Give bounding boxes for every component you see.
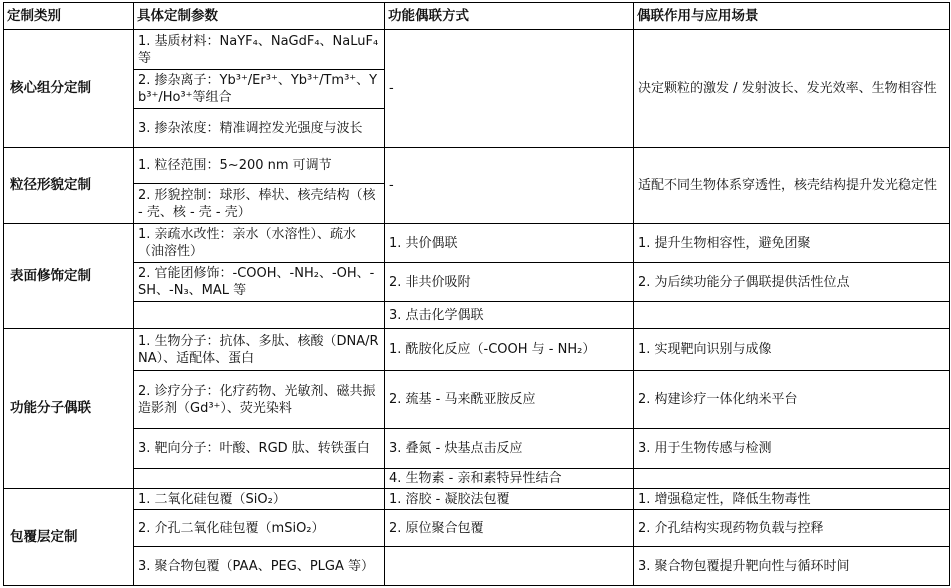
empty-cell [134,469,385,489]
table-row [4,371,950,429]
effect-cell: 2. 介孔结构实现药物负载与控释 [634,510,950,547]
param-cell: 3. 靶向分子：叶酸、RGD 肽、转铁蛋白 [134,429,385,469]
table-row [4,263,950,302]
category-core: 核心组分定制 [4,30,134,148]
empty-cell [634,302,950,329]
header-coupling-method: 功能偶联方式 [385,3,634,30]
param-cell: 1. 基质材料：NaYF₄、NaGdF₄、NaLuF₄等 [134,30,385,70]
empty-cell [385,547,634,586]
param-cell: 3. 聚合物包覆（PAA、PEG、PLGA 等） [134,547,385,586]
table-row [4,429,950,469]
effect-cell: 3. 聚合物包覆提升靶向性与循环时间 [634,547,950,586]
header-application: 偶联作用与应用场景 [634,3,950,30]
category-functional: 功能分子偶联 [4,329,134,489]
method-cell: - [385,30,634,148]
category-coating: 包覆层定制 [4,489,134,586]
category-size: 粒径形貌定制 [4,148,134,224]
empty-cell [634,469,950,489]
table-row [4,547,950,586]
header-row [4,3,950,30]
param-cell: 1. 亲疏水改性：亲水（水溶性）、疏水（油溶性） [134,224,385,263]
param-cell: 2. 形貌控制：球形、棒状、核壳结构（核 - 壳、核 - 壳 - 壳） [134,184,385,224]
table-row [4,30,950,70]
table-row [4,469,950,489]
param-cell: 2. 掺杂离子：Yb³⁺/Er³⁺、Yb³⁺/Tm³⁺、Yb³⁺/Ho³⁺等组合 [134,70,385,109]
table-row [4,329,950,371]
table-row [4,148,950,184]
effect-cell: 1. 提升生物相容性，避免团聚 [634,224,950,263]
effect-cell: 1. 增强稳定性，降低生物毒性 [634,489,950,510]
customization-table [3,2,950,586]
param-cell: 1. 生物分子：抗体、多肽、核酸（DNA/RNA）、适配体、蛋白 [134,329,385,371]
empty-cell [134,302,385,329]
method-cell: 2. 非共价吸附 [385,263,634,302]
effect-cell: 2. 为后续功能分子偶联提供活性位点 [634,263,950,302]
method-cell: 3. 点击化学偶联 [385,302,634,329]
effect-cell: 2. 构建诊疗一体化纳米平台 [634,371,950,429]
param-cell: 3. 掺杂浓度：精准调控发光强度与波长 [134,109,385,148]
effect-cell: 决定颗粒的激发 / 发射波长、发光效率、生物相容性 [634,30,950,148]
param-cell: 2. 诊疗分子：化疗药物、光敏剂、磁共振造影剂（Gd³⁺）、荧光染料 [134,371,385,429]
method-cell: 1. 溶胶 - 凝胶法包覆 [385,489,634,510]
table-row [4,510,950,547]
table-row [4,489,950,510]
param-cell: 1. 粒径范围：5~200 nm 可调节 [134,148,385,184]
category-surface: 表面修饰定制 [4,224,134,329]
method-cell: 1. 酰胺化反应（-COOH 与 - NH₂） [385,329,634,371]
method-cell: 1. 共价偶联 [385,224,634,263]
method-cell: 4. 生物素 - 亲和素特异性结合 [385,469,634,489]
method-cell: 2. 原位聚合包覆 [385,510,634,547]
param-cell: 2. 官能团修饰：-COOH、-NH₂、-OH、-SH、-N₃、MAL 等 [134,263,385,302]
method-cell: - [385,148,634,224]
method-cell: 3. 叠氮 - 炔基点击反应 [385,429,634,469]
table-row [4,224,950,263]
method-cell: 2. 巯基 - 马来酰亚胺反应 [385,371,634,429]
effect-cell: 3. 用于生物传感与检测 [634,429,950,469]
header-category: 定制类别 [4,3,134,30]
header-parameters: 具体定制参数 [134,3,385,30]
param-cell: 2. 介孔二氧化硅包覆（mSiO₂） [134,510,385,547]
table-row [4,302,950,329]
param-cell: 1. 二氧化硅包覆（SiO₂） [134,489,385,510]
effect-cell: 1. 实现靶向识别与成像 [634,329,950,371]
effect-cell: 适配不同生物体系穿透性，核壳结构提升发光稳定性 [634,148,950,224]
